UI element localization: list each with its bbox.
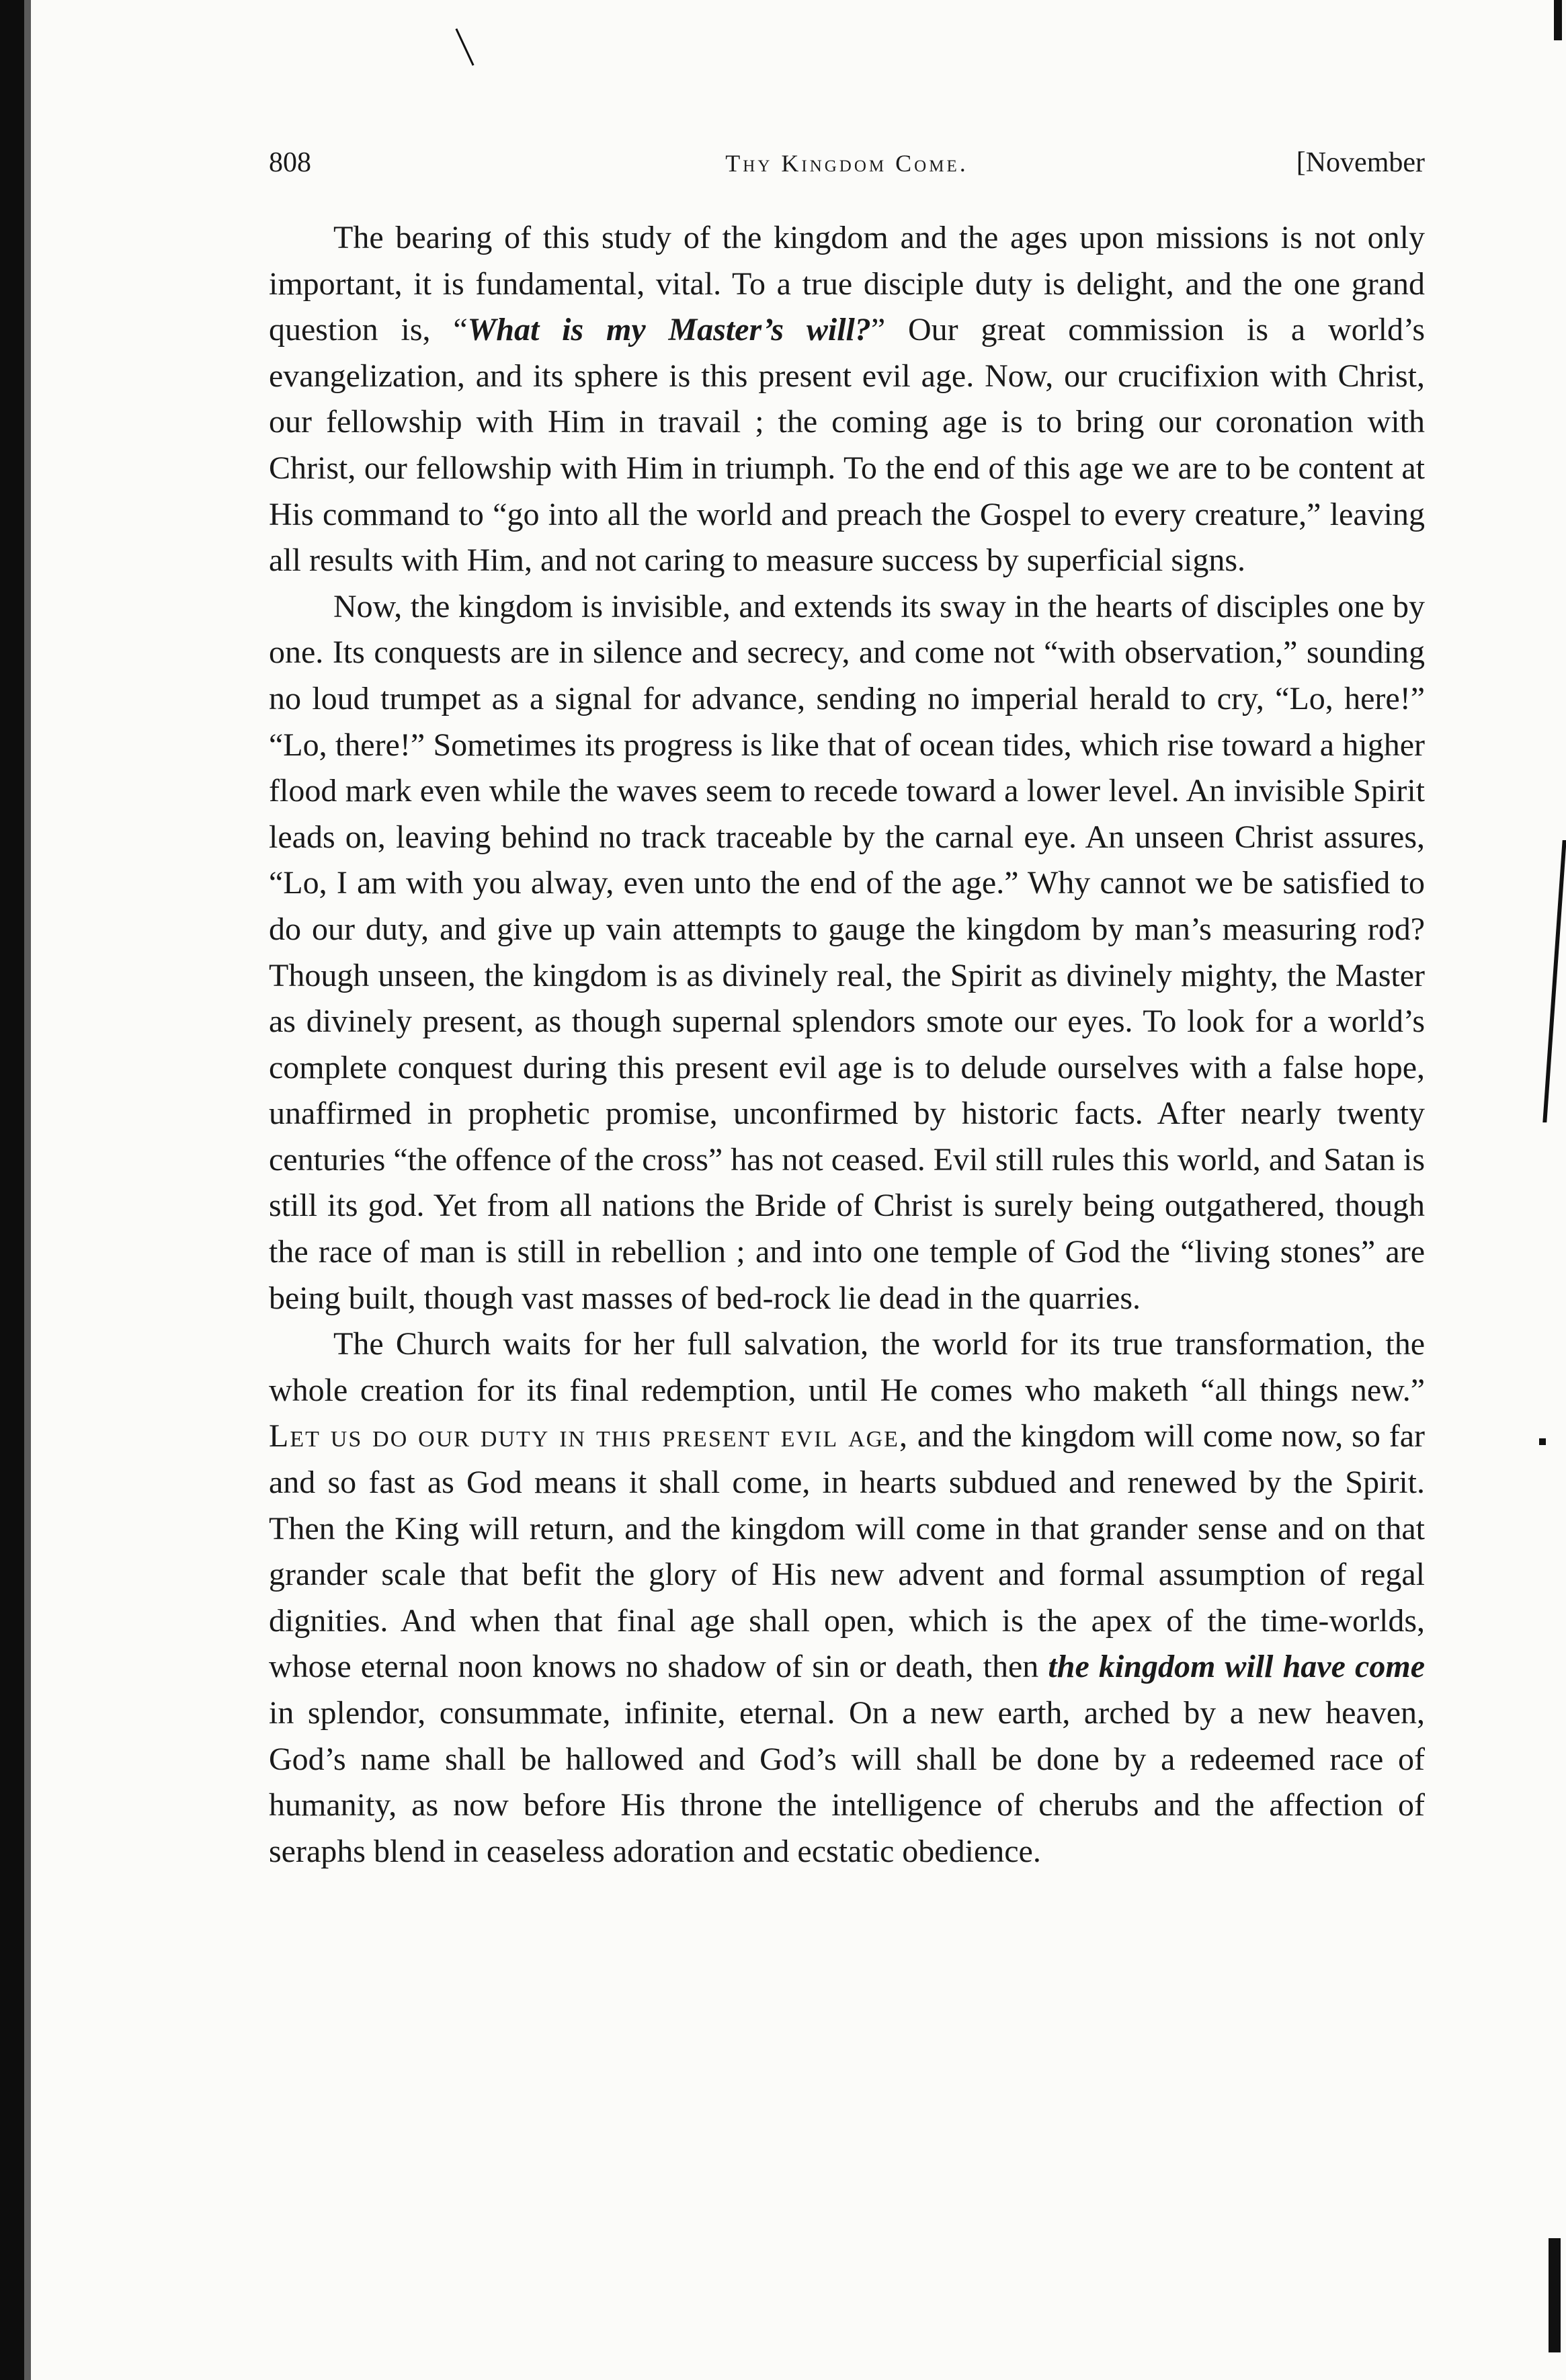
scan-artifact	[1542, 840, 1566, 1122]
paragraph	[269, 1321, 1425, 1875]
text-run: in splendor, consummate, infinite, eternal. On a new earth, arched by a new heaven, God’s name shall be hallowed and God’s will shall be done by a redeemed race of humanity, as now before His throne the intelligence of cherubs and the affection of seraphs blend in ceaseless adoration and ecstatic obedience.	[269, 1695, 1425, 1869]
emphasis-text: the kingdom will have come	[1048, 1649, 1425, 1685]
scan-border-left	[0, 0, 24, 2380]
page-header	[269, 147, 1425, 187]
article-body	[269, 215, 1425, 1875]
emphasis-text: What is my Master’s will?	[467, 312, 871, 348]
scan-artifact	[1554, 0, 1562, 40]
header-month: [November	[1296, 147, 1425, 178]
text-run: ” Our great commission is a world’s evangelization, and its sphere is this present evil age. Now, our crucifixion with Christ, our fellowship with Him in travail ; the coming age is to bring our coronation with Christ, our fellowship with Him in triumph. To the end of this age we are to be content at His command to “go into all the world and preach the Gospel to every creature,” leaving all results with Him, and not caring to measure success by superficial signs.	[269, 312, 1425, 579]
scan-artifact	[455, 28, 474, 66]
text-run: Now, the kingdom is invisible, and extends its sway in the hearts of disciples one by one. Its conquests are in silence and secrecy, and come not “with observation,” sounding no loud trumpet as a signal for advance, sending no imperial herald to cry, “Lo, here!” “Lo, there!” Sometimes its progress is like that of ocean tides, which rise toward a higher flood mark even while the waves seem to recede toward a lower level. An invisible Spirit leads on, leaving behind no track traceable by the carnal eye. An unseen Christ assures, “Lo, I am with you alway, even unto the end of the age.” Why cannot we be satisfied to do our duty, and give up vain attempts to gauge the kingdom by man’s measuring rod? Though unseen, the kingdom is as divinely real, the Spirit as divinely mighty, the Master as divinely present, as though supernal splendors smote our eyes. To look for a world’s complete conquest during this present evil age is to delude ourselves with a false hope, unaffirmed in prophetic promise, unconfirmed by historic facts. After nearly twenty centuries “the offence of the cross” has not ceased. Evil still rules this world, and Satan is still its god. Yet from all nations the Bride of Christ is surely being outgathered, though the race of man is still in rebellion ; and into one temple of God the “living stones” are being built, though vast masses of bed-rock lie dead in the quarries.	[269, 588, 1425, 1316]
scan-artifact	[1549, 2238, 1561, 2352]
scan-artifact	[1539, 1438, 1546, 1445]
text-run: The bearing of this study of the kingdom and the ages upon missions is not only important, it is fundamental, vital. To a true disciple duty is delight, and the one grand question is, “	[269, 220, 1425, 348]
running-title: Thy Kingdom Come.	[725, 150, 969, 177]
text-run: The Church waits for her full salvation, the world for its true transformation, the whole creation for its final redemption, until He comes who maketh “all things new.”	[269, 1326, 1425, 1408]
paragraph	[269, 584, 1425, 1322]
text-run: and the kingdom will come now, so far and so fast as God means it shall come, in hearts subdued and renewed by the Spirit. Then the King will return, and the kingdom will come in that grander sense and on that grander scale that befit the glory of His new advent and formal assumption of regal dignities. And when that final age shall open, which is the apex of the time-worlds, whose eternal noon knows no shadow of sin or death, then	[269, 1418, 1426, 1685]
small-caps-text: Let us do our duty in this present evil age,	[269, 1418, 909, 1454]
page-number: 808	[269, 147, 311, 178]
scan-border-left-shade	[24, 0, 31, 2380]
paragraph	[269, 215, 1425, 584]
